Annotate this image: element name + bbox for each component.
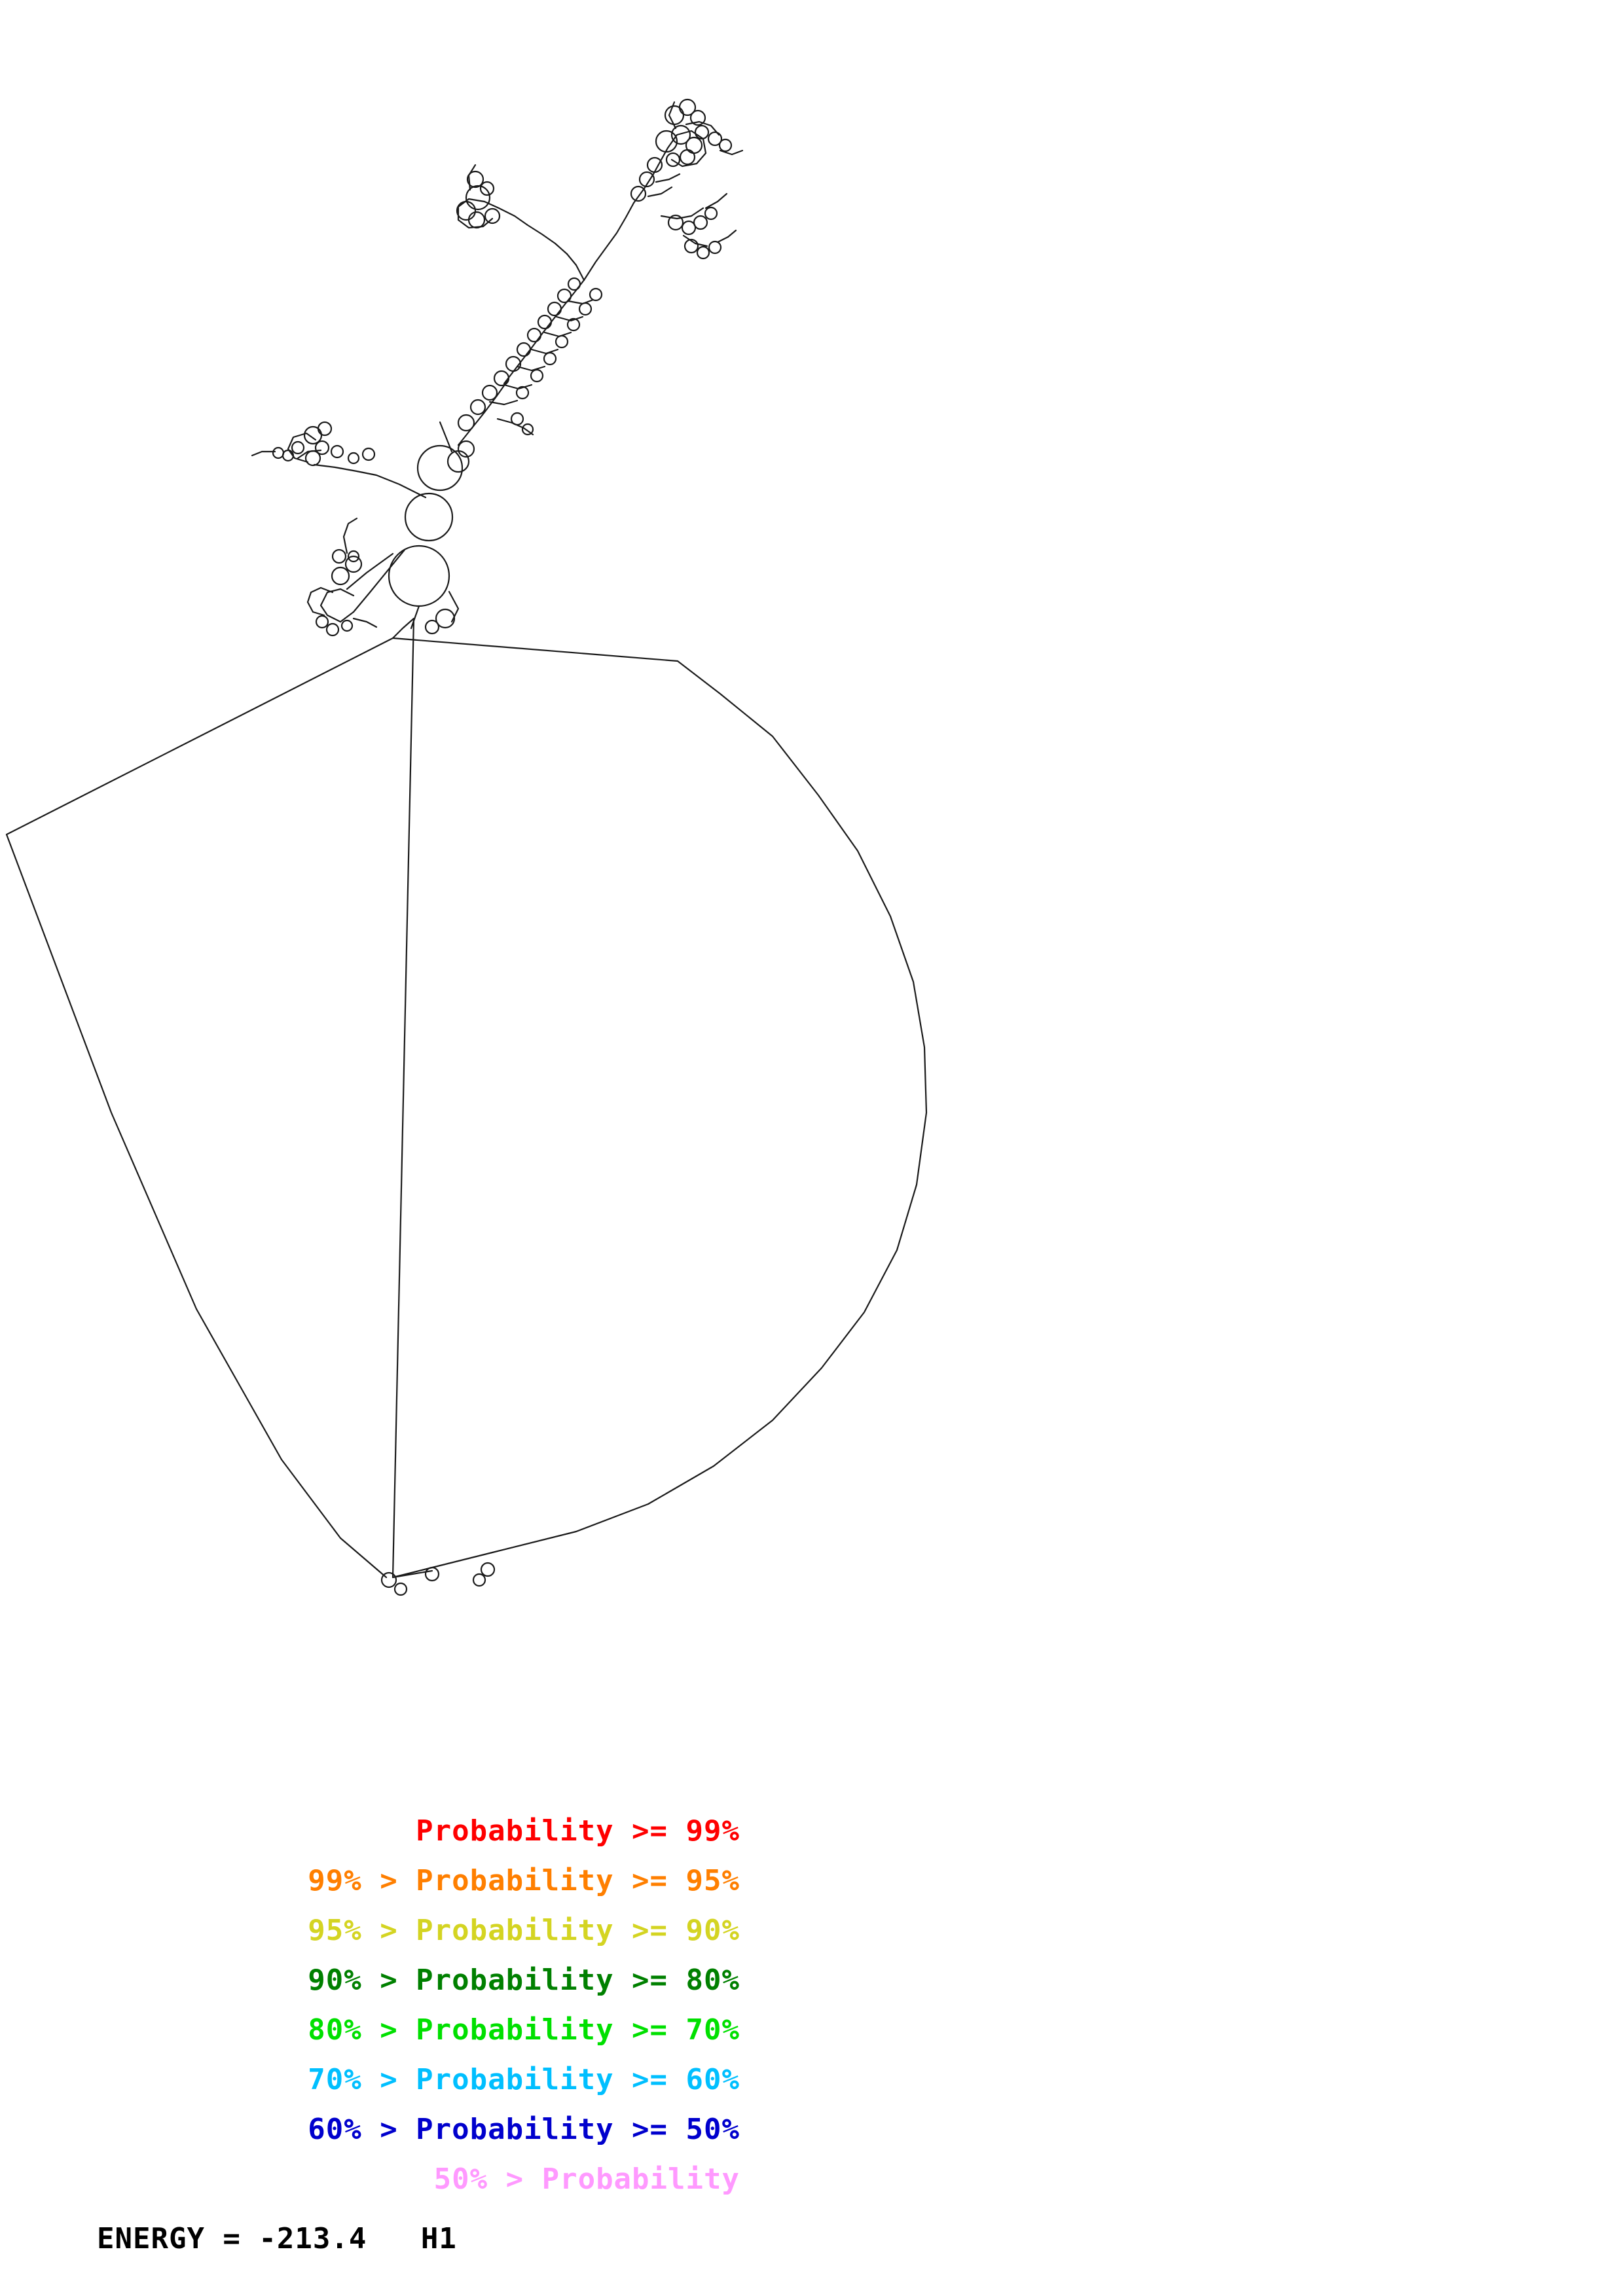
legend-row: 80% > Probability >= 70% [308,2013,740,2047]
legend-row: 99% > Probability >= 95% [308,1864,740,1897]
legend-row: 90% > Probability >= 80% [308,1964,740,1997]
energy-annotation: ENERGY = -213.4 H1 [97,2222,457,2255]
legend-row: Probability >= 99% [416,1814,740,1848]
legend-row: 95% > Probability >= 90% [308,1914,740,1947]
legend-row: 60% > Probability >= 50% [308,2113,740,2146]
legend-row: 70% > Probability >= 60% [308,2063,740,2096]
legend-row: 50% > Probability [433,2162,740,2196]
structure-backbone [7,99,926,1595]
probability-legend [0,1806,786,2204]
